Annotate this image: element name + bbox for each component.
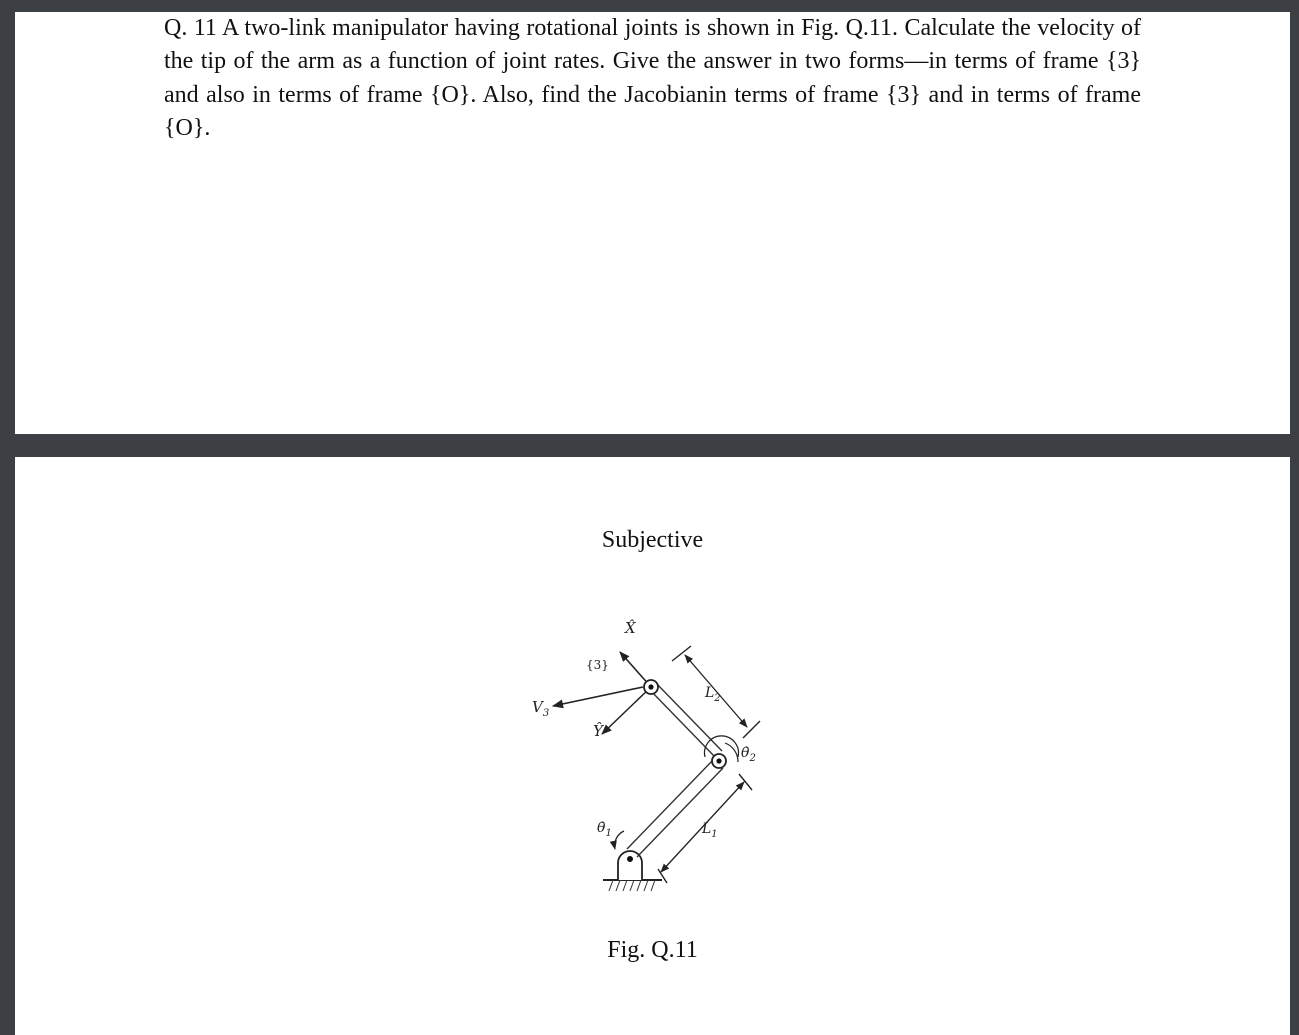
frame-3-label: {3} [586, 658, 609, 672]
y-hat-label: Ŷ [593, 722, 603, 740]
figure-caption: Fig. Q.11 [607, 937, 698, 963]
velocity-arrow [553, 687, 643, 706]
l2-dimension [672, 646, 760, 738]
section-heading: Subjective [601, 527, 704, 553]
document-page-1 [15, 12, 1290, 434]
theta2-dot-label: $\thetȧ_2$ [741, 745, 756, 764]
l2-label: $L_2$ [705, 685, 721, 704]
manipulator-figure [525, 612, 785, 912]
l1-label: $L_1$ [702, 821, 718, 840]
document-page-2 [15, 457, 1290, 1035]
theta1-arc-arrow [615, 831, 624, 849]
theta1-dot-label: $\thetȧ_1$ [597, 820, 612, 839]
x-hat-label: X̂ [625, 619, 636, 637]
v3-label: $V_3$ [532, 698, 550, 719]
base-joint-pin [627, 856, 633, 862]
link-1 [627, 760, 723, 857]
question-text: Q. 11 A two-link manipulator having rotational joints is shown in Fig. Q.11. Calculate the velocity of the tip of the arm as a function of joint rates. Give the answer in two forms—in terms of frame {3} and also in terms of frame {O}. Also, find the Jacobianin terms of frame {3} and in terms of frame {O}. [164, 15, 1141, 141]
theta2-arc [725, 743, 738, 762]
ground-base [603, 851, 662, 891]
